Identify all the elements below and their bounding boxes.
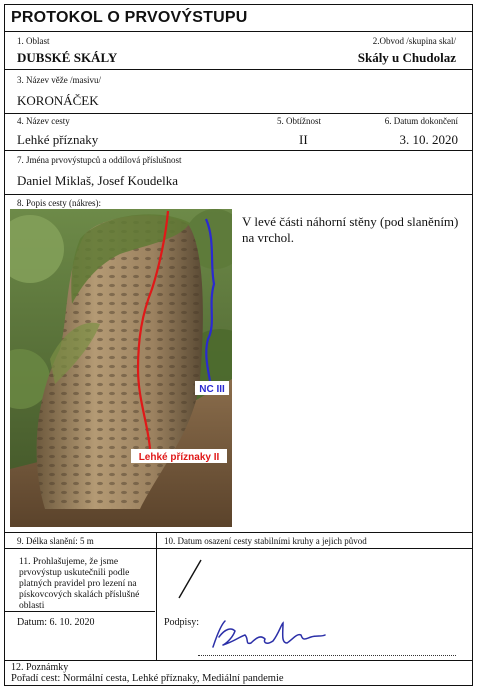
signature-line <box>198 655 456 656</box>
obtiznost-label: 5. Obtížnost <box>277 116 321 126</box>
rule <box>5 532 472 533</box>
rule <box>5 150 472 151</box>
vez-value: KORONÁČEK <box>17 93 99 108</box>
oblast-label: 1. Oblast <box>17 36 50 46</box>
poznamky-value: Pořadí cest: Normální cesta, Lehké příznaky, Mediální pandemie <box>11 673 284 684</box>
rule <box>5 113 472 114</box>
cesta-label: 4. Název cesty <box>17 116 70 126</box>
rule <box>5 69 472 70</box>
datum-dokonceni-value: 3. 10. 2020 <box>399 132 458 147</box>
main-route-label: Lehké příznaky II <box>138 452 220 463</box>
poznamky-label: 12. Poznámky <box>11 662 69 673</box>
prvovystupci-label: 7. Jména prvovýstupců a oddílová příslušnost <box>17 155 182 165</box>
datum-label: Datum: 6. 10. 2020 <box>17 617 95 628</box>
route-photo <box>10 209 232 527</box>
signature <box>205 615 335 653</box>
obtiznost-value: II <box>299 132 308 147</box>
slaneni-label: 9. Délka slanění: 5 m <box>17 536 94 546</box>
declaration-text: 11. Prohlašujeme, že jsme prvovýstup uskutečnili podle platných pravidel pro lezení na pískovcových skalách příslušné oblasti <box>19 557 140 611</box>
obvod-value: Skály u Chudolaz <box>357 50 456 65</box>
podpisy-label: Podpisy: <box>164 617 200 628</box>
cesta-value: Lehké příznaky <box>17 132 99 147</box>
obvod-label: 2.Obvod /skupina skal/ <box>372 36 456 46</box>
rule <box>5 194 472 195</box>
popis-label: 8. Popis cesty (nákres): <box>17 198 101 208</box>
route-description: V levé části náhorní stěny (pod slaněním) na vrchol. <box>242 214 459 245</box>
oblast-value: DUBSKÉ SKÁLY <box>17 50 118 65</box>
protocol-form <box>4 4 473 686</box>
vez-label: 3. Název věže /masivu/ <box>17 75 101 85</box>
strike-mark <box>175 558 205 600</box>
rule <box>5 31 472 32</box>
nc-route-label: NC III <box>199 384 225 395</box>
datum-dokonceni-label: 6. Datum dokončení <box>384 116 458 126</box>
rule <box>5 660 472 661</box>
prvovystupci-value: Daniel Miklaš, Josef Koudelka <box>17 173 179 188</box>
osazeni-label: 10. Datum osazení cesty stabilními kruhy a jejich původ <box>164 536 367 546</box>
form-title: PROTOKOL O PRVOVÝSTUPU <box>11 9 248 26</box>
divider <box>156 532 157 660</box>
rule <box>5 548 472 549</box>
